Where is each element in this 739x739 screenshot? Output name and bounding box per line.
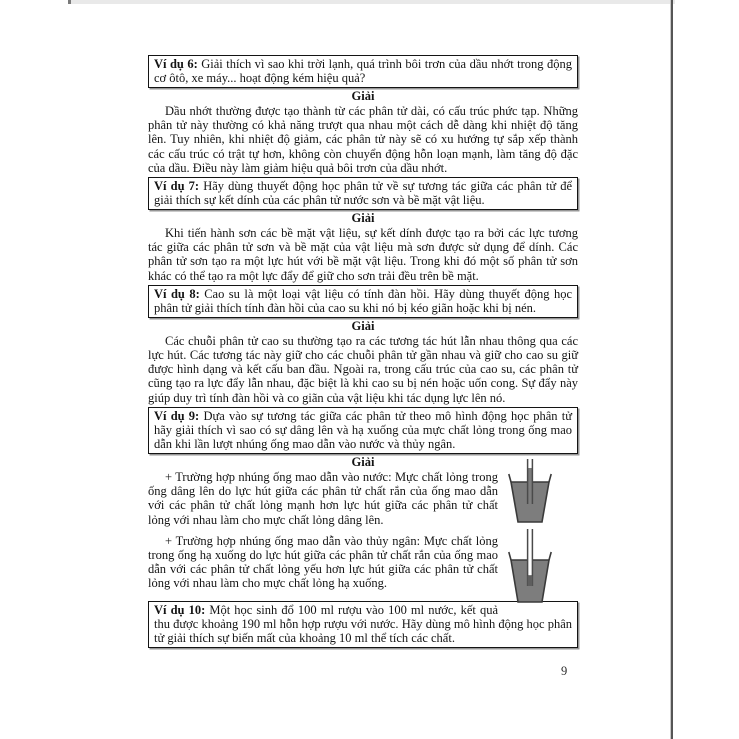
example-7-box bbox=[148, 177, 578, 210]
capillary-fall-figure-icon bbox=[508, 528, 552, 604]
page-number: 9 bbox=[561, 664, 568, 678]
solution-heading-9: Giải bbox=[351, 455, 375, 470]
example-9-label: Ví dụ 9: bbox=[154, 408, 200, 423]
example-6-question: Giải thích vì sao khi trời lạnh, quá trình bôi trơn của dầu nhớt trong động cơ ôtô, xe máy... hoạt động kém hiệu quả? bbox=[154, 57, 572, 86]
example-9-question: Dựa vào sự tương tác giữa các phân tử theo mô hình động học phân tử hãy giải thích vì sao có sự dâng lên và hạ xuống của mực chất lỏng trong ống mao dẫn khi lần lượt nhúng ống mao dẫn vào nước và thủy ngân. bbox=[154, 408, 572, 452]
example-6-label: Ví dụ 6: bbox=[154, 57, 198, 71]
scan-right-edge-line bbox=[670, 0, 673, 739]
example-7-label: Ví dụ 7: bbox=[154, 179, 200, 194]
solution-heading-8: Giải bbox=[351, 319, 375, 334]
solution-heading-7: Giải bbox=[351, 211, 375, 226]
example-10-question: Một học sinh đổ 100 ml rượu vào 100 ml nước, kết quả thu được khoảng 190 ml hỗn hợp rượu với nước. Hãy dùng mô hình động học phân tử giải thích sự biến mất của khoảng 10 ml thể tích các chất. bbox=[154, 602, 572, 646]
solution-text-9-mercury: + Trường hợp nhúng ống mao dẫn vào thủy ngân: Mực chất lỏng trong ống hạ xuống do lực hút giữa các phân tử chất rắn của ống mao dẫn với các phân tử chất lỏng yếu hơn lực hút giữa các phân tử chất lỏng với nhau làm cho mực chất lỏng hạ xuống. bbox=[148, 533, 498, 591]
solution-text-8: Các chuỗi phân tử cao su thường tạo ra các tương tác hút lẫn nhau thông qua các lực hút. Các tương tác này giữ cho các chuỗi phân tử gần nhau và giữ cho cao su giữ được hình dạng và kết cấu ban đầu. Ngoài ra, trong cấu trúc của cao su, các phân tử cũng tạo ra lực đẩy lẫn nhau, đặc biệt là khi cao su bị nén hoặc uốn cong. Sự đẩy này giúp duy trì tính đàn hồi và co giãn của vật liệu khi tác dụng lực lên nó. bbox=[148, 333, 578, 405]
example-7-question: Hãy dùng thuyết động học phân tử về sự tương tác giữa các phân tử để giải thích sự kết dính của các phân tử nước sơn và bề mặt vật liệu. bbox=[154, 179, 573, 208]
solution-heading-6: Giải bbox=[351, 89, 375, 104]
example-9-box bbox=[148, 407, 578, 455]
solution-text-7: Khi tiến hành sơn các bề mặt vật liệu, sự kết dính được tạo ra bởi các lực tương tác giữa các phân tử sơn và bề mặt của vật liệu mà sơn được sử dụng để dính. Các phân tử sơn tạo ra một lực hút với bề mặt vật liệu. Trong khi đó một số phân tử sơn khác có thể tạo ra một lực đẩy để giữ cho sơn trải đều trên bề mặt. bbox=[148, 226, 578, 283]
solution-text-6: Dầu nhớt thường được tạo thành từ các phân tử dài, có cấu trúc phức tạp. Những phân tử này thường có khả năng trượt qua nhau một cách dễ dàng khi nhiệt độ tăng lên. Tuy nhiên, khi nhiệt độ giảm, các phân tử này sẽ có xu hướng tự sắp xếp thành các cấu trúc có trật tự hơn, không còn chuyển động hỗn loạn mạnh, làm tăng độ đặc của dầu. Điều này làm giảm hiệu quả bôi trơn của dầu nhớt. bbox=[148, 104, 578, 175]
example-8-box bbox=[148, 285, 578, 318]
text-column bbox=[148, 55, 578, 648]
example-10-label: Ví dụ 10: bbox=[154, 602, 206, 617]
example-8-question: Cao su là một loại vật liệu có tính đàn hồi. Hãy dùng thuyết động học phân tử giải thích tính đàn hồi của cao su khi nó bị kéo giãn hoặc khi bị nén. bbox=[154, 286, 573, 316]
scan-top-edge-shadow bbox=[68, 0, 675, 4]
solution-block-water bbox=[148, 470, 578, 527]
example-6-box bbox=[148, 55, 578, 88]
capillary-rise-figure-icon bbox=[508, 458, 552, 524]
example-10-box bbox=[148, 601, 578, 649]
example-8-label: Ví dụ 8: bbox=[154, 286, 200, 301]
solution-block-mercury bbox=[148, 534, 578, 591]
solution-text-9-water: + Trường hợp nhúng ống mao dẫn vào nước: Mực chất lỏng trong ống dâng lên do lực hút giữa các phân tử chất rắn của ống mao dẫn với các phân tử chất lỏng mạnh hơn lực hút giữa các phân tử chất lỏng với nhau làm cho mực chất lỏng dâng lên. bbox=[148, 470, 498, 527]
